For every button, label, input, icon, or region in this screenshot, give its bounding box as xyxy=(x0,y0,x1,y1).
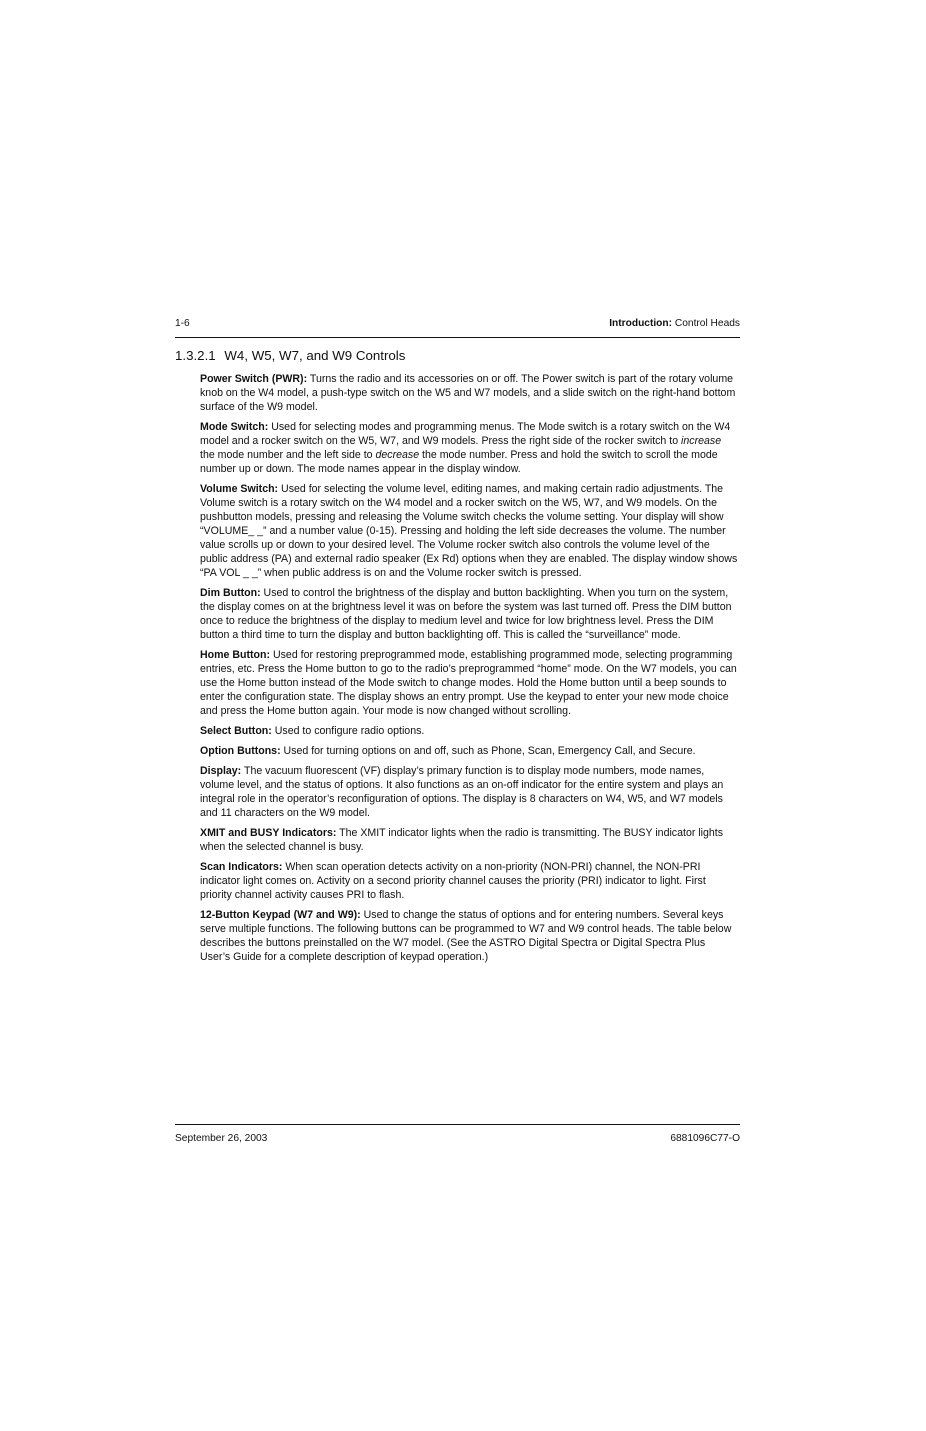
paragraph-term: Option Buttons: xyxy=(200,745,281,757)
paragraph-text: Turns the radio and its accessories on or off. The Power switch is part of the rotary volume knob on the W4 model, a push-type switch on the W5 and W7 models, and a slide switch on the right-hand bottom surface of the W9 model. xyxy=(200,373,736,413)
paragraph-text: Used for selecting modes and programming menus. The Mode switch is a rotary switch on the W4 model and a rocker switch on the W5, W7, and W9 models. Press the right side of the rocker switch to xyxy=(200,421,731,447)
emphasis-text: decrease xyxy=(375,449,420,461)
emphasis-text: increase xyxy=(681,435,722,447)
paragraph-text: Used for restoring preprogrammed mode, establishing programmed mode, selecting programming entries, etc. Press the Home button to go to the radio’s preprogrammed “home” mode. On the W7 models, you can use the Home button instead of the Mode switch to change modes. Hold the Home button until a beep sounds to enter the configuration state. The display shows an entry prompt. Use the keypad to enter your new mode choice and press the Home button again. Your mode is now changed without scrolling. xyxy=(200,649,737,717)
section-number: 1.3.2.1 xyxy=(175,348,216,363)
paragraph xyxy=(200,648,738,718)
paragraph xyxy=(200,420,738,476)
footer-document-number: 6881096C77-O xyxy=(670,1133,740,1144)
section-title: W4, W5, W7, and W9 Controls xyxy=(224,348,406,363)
paragraph-text: Used to control the brightness of the display and button backlighting. When you turn on the system, the display comes on at the brightness level it was on before the system was last turned off. Press the DIM button once to reduce the brightness of the display to medium level and twice for low brightness level. Press the DIM button a third time to turn the display and button backlighting off. This is called the “surveillance” mode. xyxy=(200,587,732,641)
running-head xyxy=(609,318,740,329)
paragraph xyxy=(200,744,738,758)
paragraph-term: Power Switch (PWR): xyxy=(200,373,308,385)
paragraph-text: Used for turning options on and off, such as Phone, Scan, Emergency Call, and Secure. xyxy=(280,745,696,757)
paragraph-term: Mode Switch: xyxy=(200,421,269,433)
paragraph-text: The vacuum fluorescent (VF) display’s primary function is to display mode numbers, mode names, volume level, and the status of options. It also functions as an on-off indicator for the entire system and plays an integral role in the operator’s reconfiguration of options. The display is 8 characters on W4, W5, and W7 models and 11 characters on the W9 model. xyxy=(200,765,724,819)
paragraph-term: Home Button: xyxy=(200,649,271,661)
paragraph-text: the mode number. Press and hold the switch to scroll the mode number up or down. The mode names appear in the display window. xyxy=(200,449,718,475)
page-number: 1-6 xyxy=(175,318,190,329)
running-head-chapter: Introduction: xyxy=(609,318,673,329)
paragraph xyxy=(200,764,738,820)
page-footer xyxy=(175,1124,740,1144)
paragraph-term: Display: xyxy=(200,765,242,777)
paragraph-term: Select Button: xyxy=(200,725,272,737)
page-header xyxy=(175,317,740,338)
paragraph xyxy=(200,586,738,642)
body-content xyxy=(200,372,738,970)
paragraph-term: Scan Indicators: xyxy=(200,861,283,873)
running-head-topic: Control Heads xyxy=(674,318,740,329)
paragraph-text: The XMIT indicator lights when the radio is transmitting. The BUSY indicator lights when the selected channel is busy. xyxy=(200,827,724,853)
section-heading xyxy=(175,348,405,363)
paragraph xyxy=(200,482,738,580)
paragraph xyxy=(200,908,738,964)
paragraph-text: the mode number and the left side to xyxy=(200,449,376,461)
paragraph-term: Volume Switch: xyxy=(200,483,279,495)
paragraph-term: Dim Button: xyxy=(200,587,261,599)
paragraph-text: Used to change the status of options and for entering numbers. Several keys serve multiple functions. The following buttons can be programmed to W7 and W9 control heads. The table below describes the buttons preinstalled on the W7 model. (See the ASTRO Digital Spectra or Digital Spectra Plus User’s Guide for a complete description of keypad operation.) xyxy=(200,909,732,963)
paragraph-text: Used for selecting the volume level, editing names, and making certain radio adjustments. The Volume switch is a rotary switch on the W4 model and a rocker switch on the W5, W7, and W9 models. On the pushbutton models, pressing and releasing the Volume switch checks the volume setting. Your display will show “VOLUME_ _” and a number value (0-15). Pressing and holding the left side decreases the volume. The number value scrolls up or down to your desired level. The Volume rocker switch also controls the volume level of the public address (PA) and external radio speaker (Ex Rd) options when they are enabled. The display window shows “PA VOL _ _” when public address is on and the Volume rocker switch is pressed. xyxy=(200,483,738,579)
footer-date: September 26, 2003 xyxy=(175,1133,268,1144)
paragraph xyxy=(200,372,738,414)
paragraph-term: XMIT and BUSY Indicators: xyxy=(200,827,337,839)
paragraph-term: 12-Button Keypad (W7 and W9): xyxy=(200,909,361,921)
paragraph-text: When scan operation detects activity on a non-priority (NON-PRI) channel, the NON-PRI indicator light comes on. Activity on a second priority channel causes the priority (PRI) indicator to light. First priority channel activity causes PRI to flash. xyxy=(200,861,706,901)
paragraph-text: Used to configure radio options. xyxy=(271,725,425,737)
paragraph xyxy=(200,724,738,738)
paragraph xyxy=(200,826,738,854)
paragraph xyxy=(200,860,738,902)
